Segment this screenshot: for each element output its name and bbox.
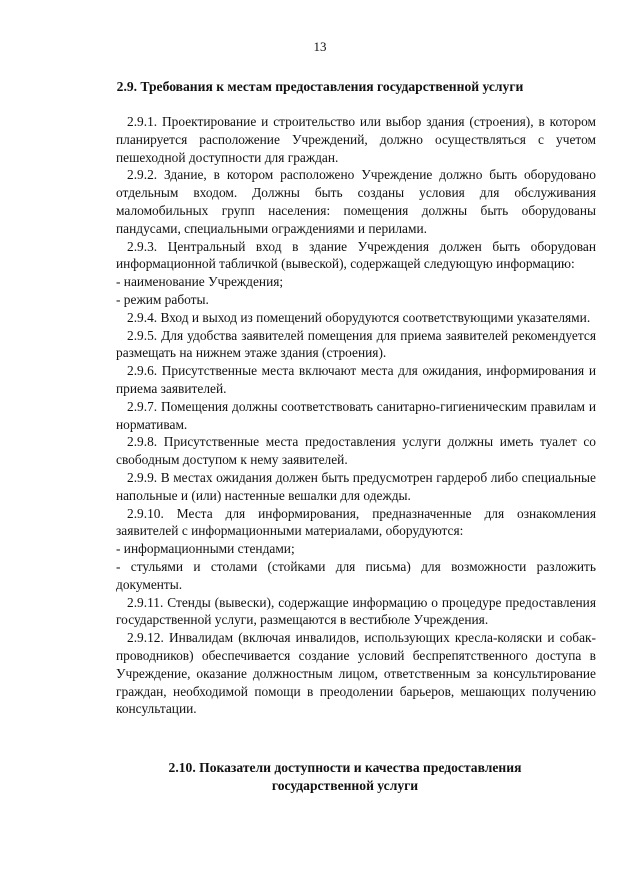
paragraph: 2.9.5. Для удобства заявителей помещения для приема заявителей рекомендуется размещать на нижнем этаже здания (строения). [116,327,596,361]
paragraph: 2.9.2. Здание, в котором расположено Учреждение должно быть оборудовано отдельным входом. Должны быть созданы условия для обслуживания маломобильных групп населения: помещения должны быть оборудованы пандусами, специальными ограждениями и перилами. [116,167,596,236]
next-section-heading [0,759,640,795]
paragraph: 2.9.6. Присутственные места включают места для ожидания, информирования и приема заявителей. [116,363,596,396]
list-item: - режим работы. [116,291,209,307]
paragraph: 2.9.4. Вход и выход из помещений оборудуются соответствующими указателями. [127,309,591,325]
paragraph: 2.9.12. Инвалидам (включая инвалидов, использующих кресла-коляски и собак-проводников) обеспечивается создание условий беспрепятственного доступа в Учреждение, оказание должностным лицом, ответственным за консультирование граждан, необходимой помощи в преодолении барьеров, мешающих получению консультации. [116,630,596,717]
list-item: - стульями и столами (стойками для письма) для возможности разложить документы. [116,558,596,592]
next-heading-line-2: государственной услуги [271,778,419,793]
list-item: - информационными стендами; [116,541,295,557]
section-body [116,113,596,718]
next-heading-line-1: 2.10. Показатели доступности и качества предоставления [168,760,522,775]
paragraph: 2.9.1. Проектирование и строительство или выбор здания (строения), в котором планируется расположение Учреждений, должно осуществляться с учетом пешеходной доступности для граждан. [116,114,596,165]
paragraph: 2.9.8. Присутственные места предоставления услуги должны иметь туалет со свободным доступом к нему заявителей. [116,434,596,468]
paragraph: 2.9.3. Центральный вход в здание Учреждения должен быть оборудован информационной табличкой (вывеской), содержащей следующую информацию: [116,238,596,272]
paragraph: 2.9.9. В местах ожидания должен быть предусмотрен гардероб либо специальные напольные и (или) настенные вешалки для одежды. [116,469,596,503]
paragraph: 2.9.11. Стенды (вывески), содержащие информацию о процедуре предоставления государственной услуги, размещаются в вестибюле Учреждения. [116,594,596,628]
section-heading: 2.9. Требования к местам предоставления государственной услуги [116,79,524,94]
page-number: 13 [313,39,327,54]
paragraph: 2.9.7. Помещения должны соответствовать санитарно-гигиеническим правилам и нормативам. [116,398,596,432]
paragraph: 2.9.10. Места для информирования, предназначенные для ознакомления заявителей с информационными материалами, оборудуются: [116,505,596,539]
list-item: - наименование Учреждения; [116,274,284,290]
